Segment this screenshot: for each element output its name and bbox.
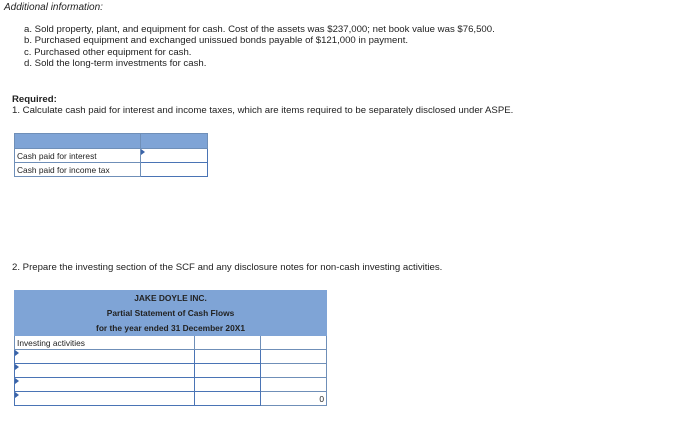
table-row: [15, 350, 327, 364]
cash-paid-table: [14, 133, 208, 177]
input-marker-icon: [15, 350, 19, 356]
table-row: [15, 149, 208, 163]
investing-amount-input[interactable]: [195, 378, 261, 392]
company-name: JAKE DOYLE INC.: [15, 291, 327, 306]
table-row: [15, 336, 327, 350]
required-label: Required:: [12, 94, 57, 105]
investing-item-input[interactable]: [15, 364, 195, 378]
cash-paid-interest-label: Cash paid for interest: [15, 149, 141, 163]
empty-cell: [261, 364, 327, 378]
input-marker-icon: [15, 364, 19, 370]
cash-paid-income-tax-input[interactable]: [141, 163, 208, 177]
investing-item-input[interactable]: [15, 378, 195, 392]
input-marker-icon: [141, 149, 145, 155]
investing-amount-input[interactable]: [195, 350, 261, 364]
table-row: [15, 392, 327, 406]
empty-cell: [261, 350, 327, 364]
empty-cell: [195, 336, 261, 350]
statement-period: for the year ended 31 December 20X1: [15, 321, 327, 336]
investing-item-input[interactable]: [15, 350, 195, 364]
investing-total-amount-input[interactable]: [195, 392, 261, 406]
info-item-d: d. Sold the long-term investments for cash.: [24, 58, 207, 70]
company-name-row: [15, 291, 327, 306]
cash-paid-interest-input[interactable]: [141, 149, 208, 163]
cash-paid-income-tax-label: Cash paid for income tax: [15, 163, 141, 177]
investing-amount-input[interactable]: [195, 364, 261, 378]
table-row: [15, 163, 208, 177]
investing-total-value: 0: [261, 392, 327, 406]
investing-activities-label: Investing activities: [15, 336, 195, 350]
statement-period-row: [15, 321, 327, 336]
info-item-b: b. Purchased equipment and exchanged unissued bonds payable of $121,000 in payment.: [24, 35, 409, 47]
question-1: 1. Calculate cash paid for interest and income taxes, which are items required to be separately disclosed under ASPE.: [12, 105, 514, 116]
table-header-row: [15, 134, 208, 149]
statement-title: Partial Statement of Cash Flows: [15, 306, 327, 321]
additional-info-list: [24, 24, 495, 70]
additional-info-heading: Additional information:: [4, 2, 103, 13]
input-marker-icon: [15, 378, 19, 384]
table-row: [15, 378, 327, 392]
info-item-c: c. Purchased other equipment for cash.: [24, 46, 192, 58]
input-marker-icon: [15, 392, 19, 398]
header-cell: [141, 134, 208, 149]
empty-cell: [261, 378, 327, 392]
table-row: [15, 364, 327, 378]
statement-title-row: [15, 306, 327, 321]
info-item-a: a. Sold property, plant, and equipment for cash. Cost of the assets was $237,000; net book value was $76,500.: [24, 24, 495, 35]
investing-total-label-input[interactable]: [15, 392, 195, 406]
cash-flow-statement-table: [14, 290, 327, 406]
question-2: 2. Prepare the investing section of the SCF and any disclosure notes for non-cash investing activities.: [12, 262, 443, 273]
header-cell: [15, 134, 141, 149]
empty-cell: [261, 336, 327, 350]
